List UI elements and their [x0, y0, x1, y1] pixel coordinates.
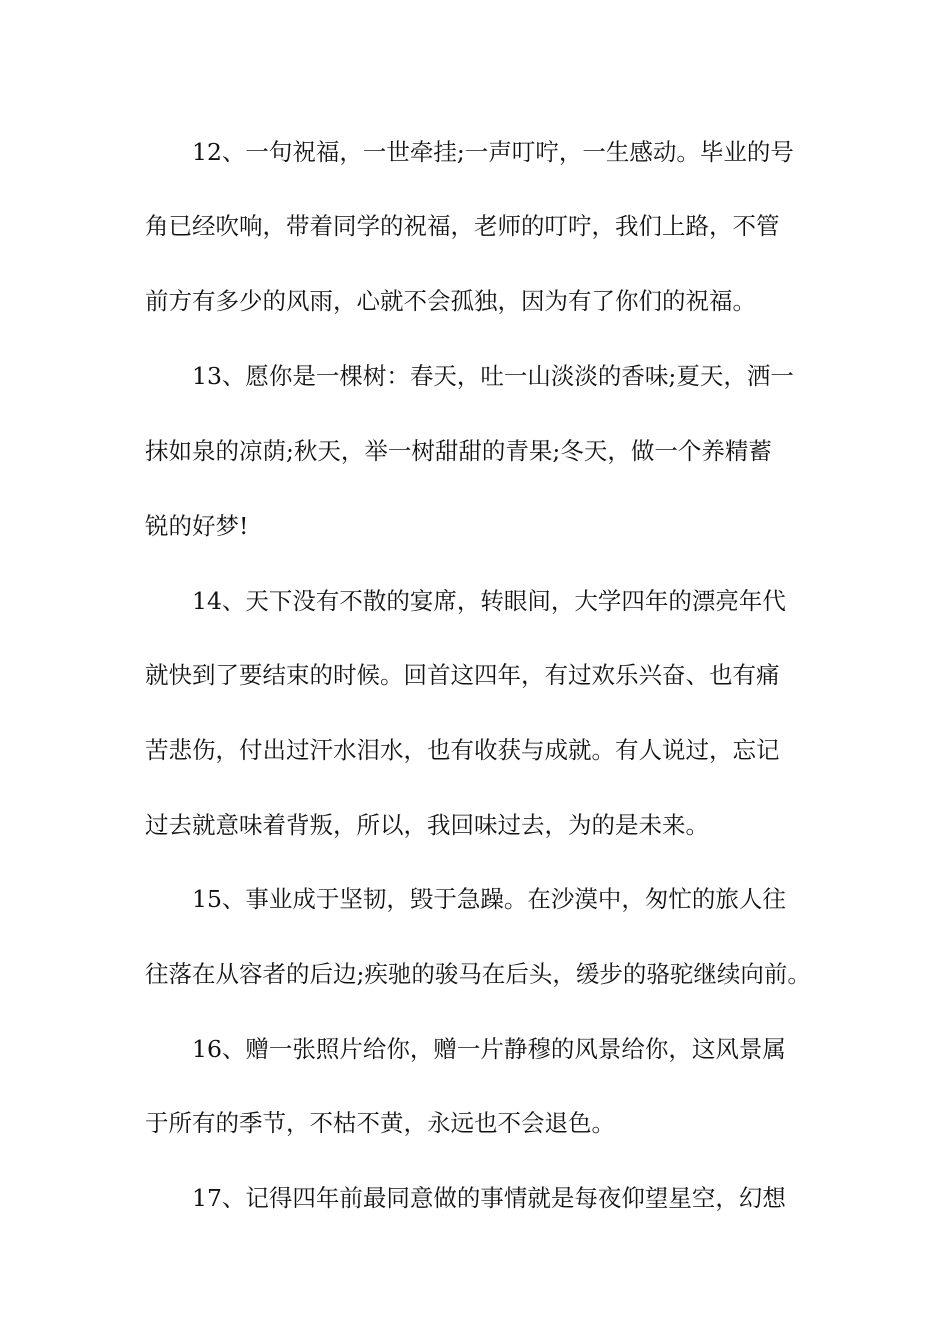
- paragraph-12-line-1: 12、一句祝福，一世牵挂;一声叮咛，一生感动。毕业的号: [192, 138, 794, 166]
- paragraph-16-line-2: 于所有的季节，不枯不黄，永远也不会退色。: [145, 1109, 615, 1137]
- paragraph-14-line-3: 苦悲伤，付出过汗水泪水，也有收获与成就。有人说过，忘记: [145, 736, 780, 764]
- paragraph-15-line-1: 15、事业成于坚韧，毁于急躁。在沙漠中，匆忙的旅人往: [192, 885, 786, 913]
- paragraph-17-line-1: 17、记得四年前最同意做的事情就是每夜仰望星空，幻想: [192, 1184, 786, 1212]
- paragraph-13-line-2: 抹如泉的凉荫;秋天，举一树甜甜的青果;冬天，做一个养精蓄: [145, 437, 772, 465]
- paragraph-12-line-2: 角已经吹响，带着同学的祝福，老师的叮咛，我们上路，不管: [145, 212, 780, 240]
- paragraph-14-line-1: 14、天下没有不散的宴席，转眼间，大学四年的漂亮年代: [192, 587, 786, 615]
- paragraph-13-line-3: 锐的好梦!: [145, 512, 249, 540]
- paragraph-14-line-4: 过去就意味着背叛，所以，我回味过去，为的是未来。: [145, 811, 709, 839]
- paragraph-12-line-3: 前方有多少的风雨，心就不会孤独，因为有了你们的祝福。: [145, 287, 756, 315]
- paragraph-13-line-1: 13、愿你是一棵树：春天，吐一山淡淡的香味;夏天，洒一: [192, 362, 794, 390]
- paragraph-14-line-2: 就快到了要结束的时候。回首这四年，有过欢乐兴奋、也有痛: [145, 661, 780, 689]
- paragraph-15-line-2: 往落在从容者的后边;疾驰的骏马在后头，缓步的骆驼继续向前。: [145, 960, 811, 988]
- paragraph-16-line-1: 16、赠一张照片给你，赠一片静穆的风景给你，这风景属: [192, 1035, 786, 1063]
